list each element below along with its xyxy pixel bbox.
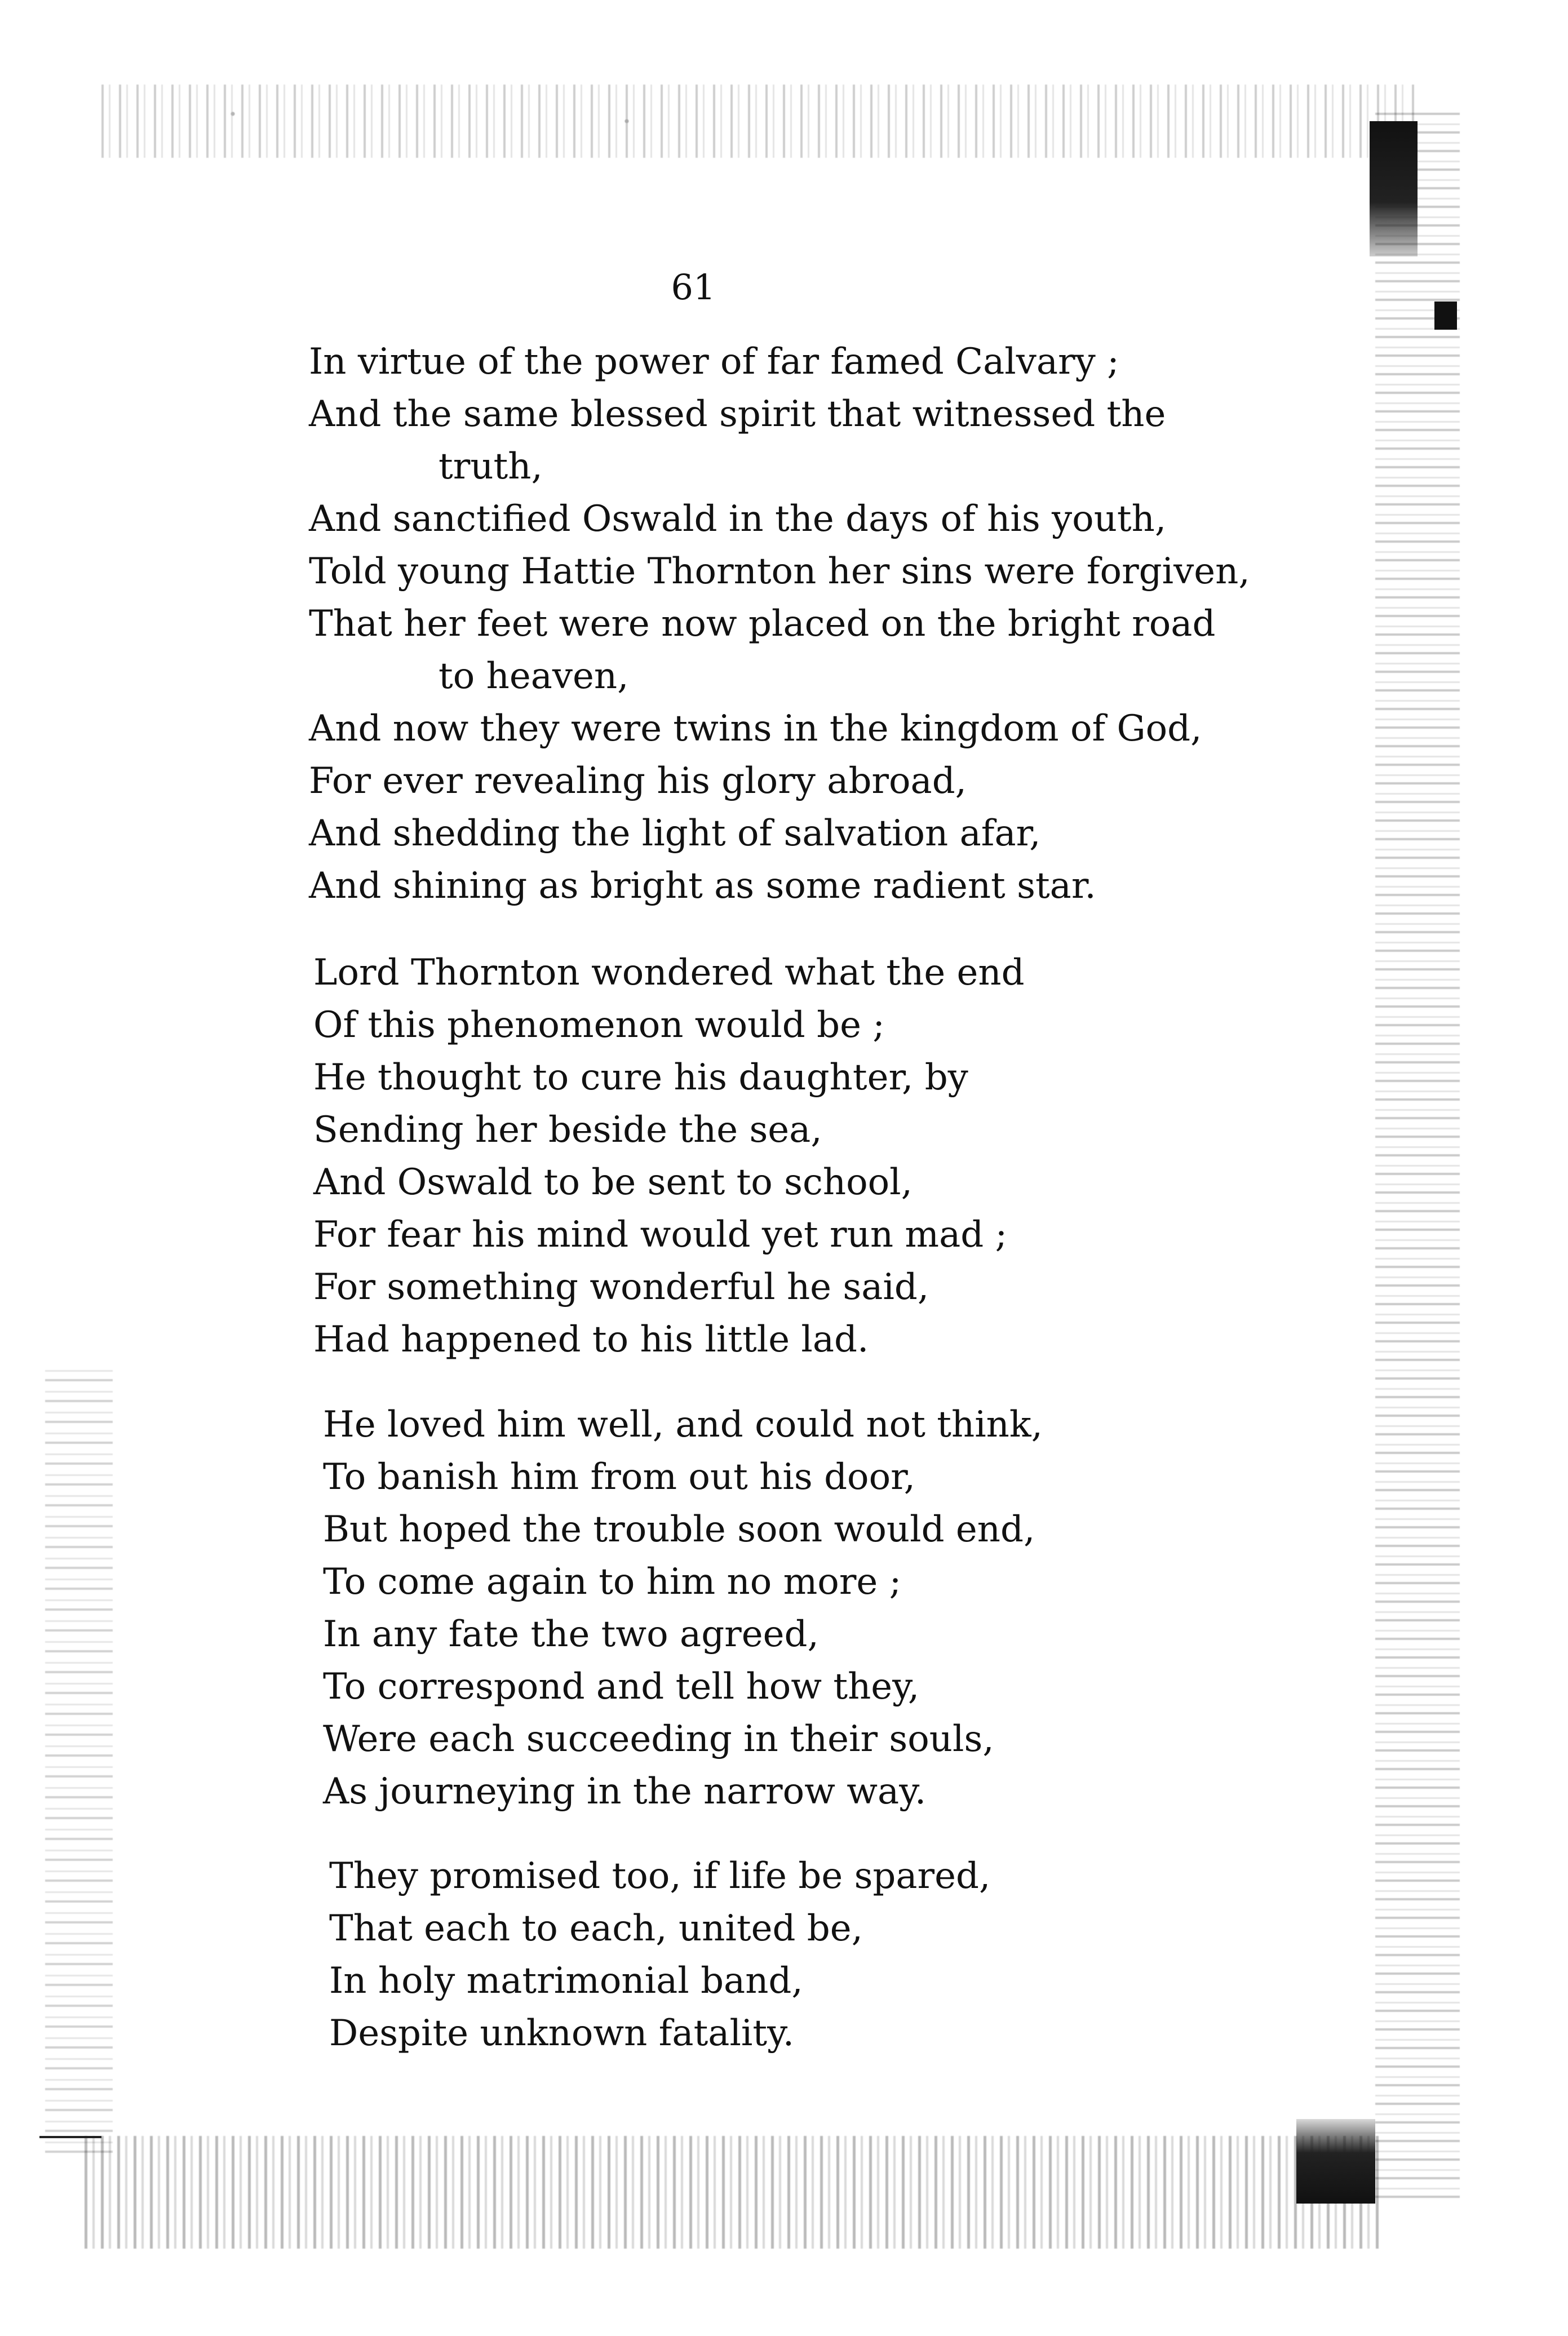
- poem-line: To banish him from out his door,: [323, 1456, 915, 1498]
- worn-top-edge: [101, 85, 1415, 158]
- poem-line: Had happened to his little lad.: [313, 1319, 869, 1360]
- worn-bottom-edge: [85, 2136, 1381, 2249]
- poem-line: And Oswald to be sent to school,: [313, 1162, 913, 1203]
- poem-line: Despite unknown fatality.: [329, 2013, 795, 2054]
- poem-line: For ever revealing his glory abroad,: [309, 760, 967, 802]
- poem-line: In any fate the two agreed,: [323, 1614, 819, 1655]
- page-number: 61: [671, 267, 716, 308]
- stanza-4: [329, 1850, 990, 2060]
- poem-line: They promised too, if life be spared,: [329, 1855, 991, 1897]
- poem-line: And shedding the light of salvation afar,: [309, 813, 1041, 854]
- poem-line: And the same blessed spirit that witnessed the: [309, 393, 1166, 435]
- poem-line: But hoped the trouble soon would end,: [323, 1509, 1035, 1550]
- poem-line: Told young Hattie Thornton her sins were forgiven,: [309, 551, 1250, 592]
- poem-line: In virtue of the power of far famed Calvary ;: [309, 341, 1119, 383]
- dark-corner-top-right: [1370, 121, 1418, 256]
- poem-line: He loved him well, and could not think,: [323, 1404, 1043, 1446]
- edge-ink-mark: [1434, 302, 1457, 330]
- poem-line: He thought to cure his daughter, by: [313, 1057, 968, 1098]
- poem-line: For fear his mind would yet run mad ;: [313, 1214, 1008, 1256]
- poem-line: truth,: [438, 446, 543, 487]
- stanza-3: [323, 1399, 1043, 1818]
- poem-line: Were each succeeding in their souls,: [323, 1718, 994, 1760]
- poem-line: As journeying in the narrow way.: [323, 1771, 927, 1812]
- poem-line: And sanctified Oswald in the days of his youth,: [309, 498, 1167, 540]
- poem-line: Sending her beside the sea,: [313, 1109, 822, 1151]
- poem-line: For something wonderful he said,: [313, 1266, 929, 1308]
- poem-line: That her feet were now placed on the bright road: [309, 603, 1216, 645]
- margin-rule: [39, 2136, 101, 2138]
- poem-line: And now they were twins in the kingdom of God,: [309, 708, 1202, 750]
- poem-line: In holy matrimonial band,: [329, 1960, 803, 2002]
- dark-corner-bottom-right: [1296, 2119, 1375, 2204]
- poem-line: Of this phenomenon would be ;: [313, 1004, 885, 1046]
- poem-line: To correspond and tell how they,: [323, 1666, 920, 1708]
- poem-line: Lord Thornton wondered what the end: [313, 952, 1025, 994]
- poem-line: To come again to him no more ;: [323, 1561, 902, 1603]
- stanza-1: [309, 336, 1250, 912]
- worn-left-edge: [45, 1364, 113, 2153]
- poem-line: That each to each, united be,: [329, 1908, 863, 1949]
- worn-right-edge: [1375, 113, 1460, 2198]
- poem-line: And shining as bright as some radient star.: [309, 865, 1096, 907]
- stanza-2: [313, 947, 1025, 1366]
- poem-line: to heaven,: [438, 655, 629, 697]
